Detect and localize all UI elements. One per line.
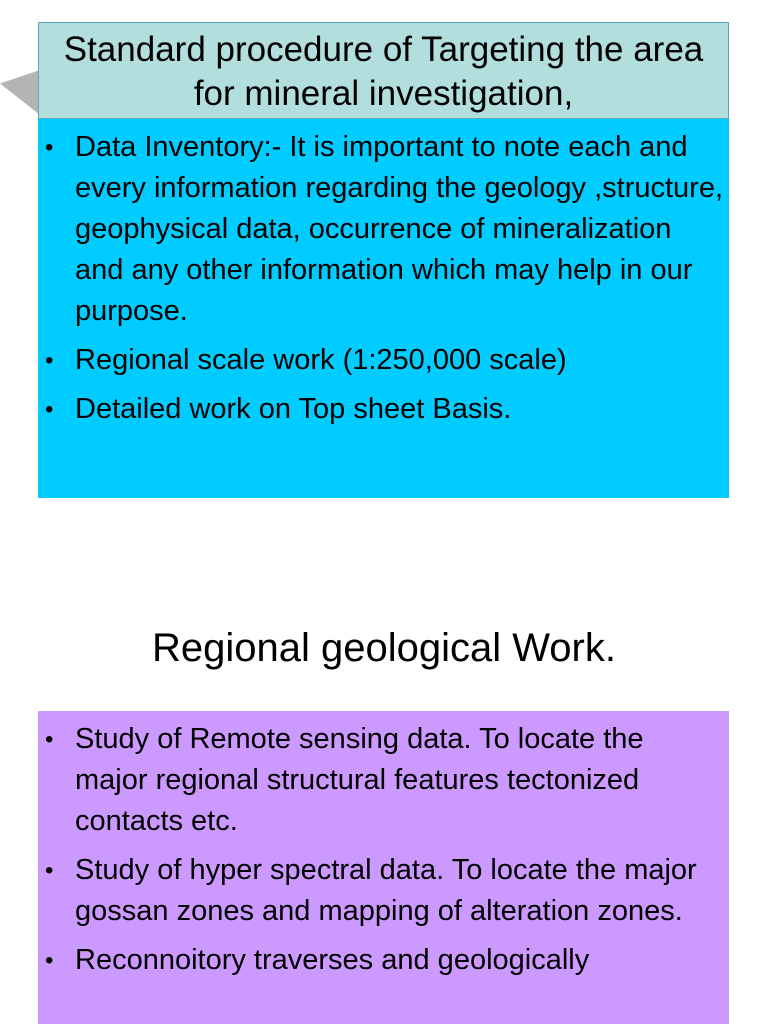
bullet-item [38,940,723,981]
bullet-text: Detailed work on Top sheet Basis. [75,393,512,425]
bullet-text: Study of Remote sensing data. To locate the major regional structural features tectonized contacts etc. [75,723,644,837]
bullet-item [38,389,723,430]
bullet-text: Study of hyper spectral data. To locate the major gossan zones and mapping of alteration zones. [75,854,697,927]
bullet-dot-icon: • [45,947,54,974]
bullet-item [38,340,723,381]
slide-title-box [38,22,729,119]
section-heading: Regional geological Work. [152,626,616,670]
arrow-shape [0,70,40,115]
bullet-item [38,719,723,842]
slide-title: Standard procedure of Targeting the area for mineral investigation, [63,30,704,113]
bullet-text: Data Inventory:- It is important to note each and every information regarding the geology ,structure, geophysical data, occurrence of mineralization and any other information which may help in our purpose. [75,131,724,327]
bottom-bullet-list [38,719,723,981]
bullet-dot-icon: • [45,857,54,884]
bullet-text: Reconnoitory traverses and geologically [75,944,590,976]
bullet-dot-icon: • [45,347,54,374]
bottom-content-box [38,711,729,1024]
bullet-dot-icon: • [45,726,54,753]
bullet-item [38,850,723,932]
bullet-text: Regional scale work (1:250,000 scale) [75,344,567,376]
bullet-dot-icon: • [45,134,54,161]
top-content-box [38,119,729,498]
bullet-dot-icon: • [45,396,54,423]
top-bullet-list [38,127,723,430]
bullet-item [38,127,723,332]
